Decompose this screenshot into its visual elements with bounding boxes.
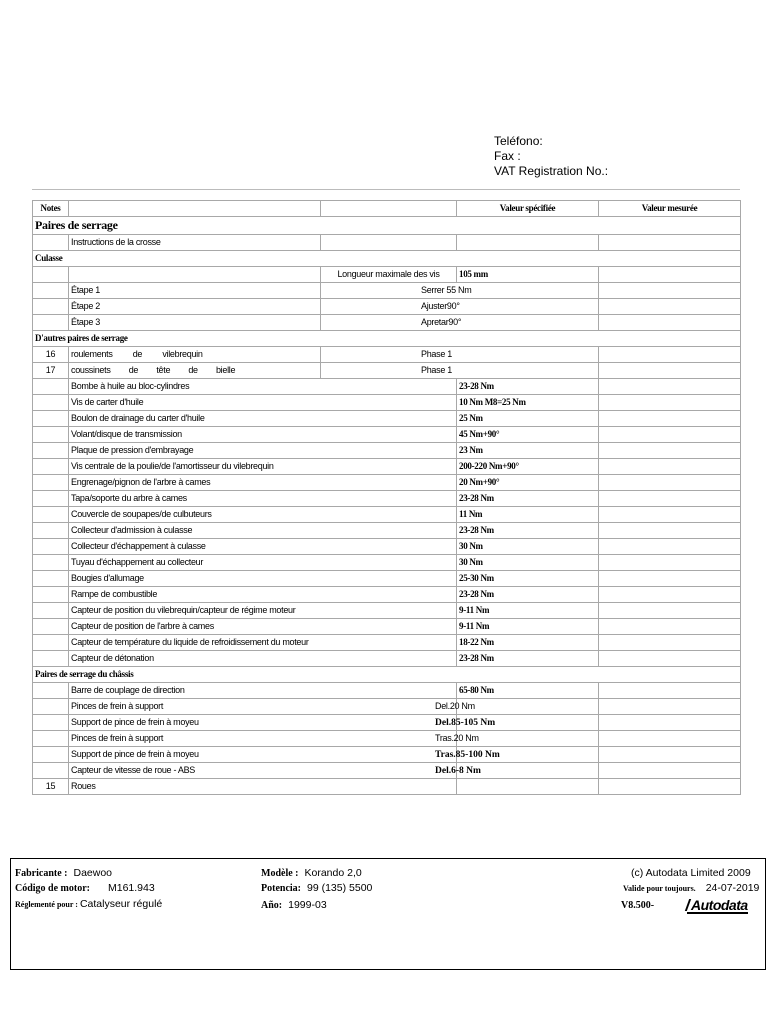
row-value: 45 Nm+90°	[457, 427, 599, 443]
row-label: Bougies d'allumage	[69, 571, 457, 587]
row-value: Apretar90°	[321, 315, 599, 331]
row-label: Vis centrale de la poulie/de l'amortisseur du vilebrequin	[69, 459, 457, 475]
row-label: Capteur de position du vilebrequin/capteur de régime moteur	[69, 603, 457, 619]
row-label: Capteur de position de l'arbre à cames	[69, 619, 457, 635]
row-label: Tapa/soporte du arbre à cames	[69, 491, 457, 507]
table-row	[33, 619, 741, 635]
vat-label: VAT Registration No.:	[494, 164, 609, 178]
maker-value: Daewoo	[73, 867, 113, 879]
row-label: Étape 2	[69, 299, 321, 315]
row-note: 17	[33, 363, 69, 379]
contact-block	[494, 134, 608, 179]
table-row	[33, 571, 741, 587]
row-label: Pinces de frein à support	[69, 699, 457, 715]
table-row	[33, 651, 741, 667]
row-note: 16	[33, 347, 69, 363]
row-value: Ajuster90°	[321, 299, 599, 315]
row-value: 9-11 Nm	[457, 619, 599, 635]
section-chassis: Paires de serrage du châssis	[33, 667, 741, 683]
row-value: 23-28 Nm	[457, 651, 599, 667]
row-prefix: Tras.	[435, 749, 456, 760]
row-value: 23-28 Nm	[457, 523, 599, 539]
row-value: 11 Nm	[457, 507, 599, 523]
table-row	[33, 763, 741, 779]
table-row	[33, 459, 741, 475]
row-value: 10 Nm M8=25 Nm	[457, 395, 599, 411]
table-row	[33, 587, 741, 603]
row-torque: 20 Nm	[453, 733, 479, 743]
table-row	[33, 507, 741, 523]
row-label: Instructions de la crosse	[69, 235, 321, 251]
row-label: roulements de vilebrequin	[69, 347, 321, 363]
row-value: 18-22 Nm	[457, 635, 599, 651]
row-label: Capteur de vitesse de roue - ABS	[69, 763, 457, 779]
row-label: Support de pince de frein à moyeu	[69, 715, 457, 731]
section-row	[33, 217, 741, 235]
table-row	[33, 683, 741, 699]
section-row	[33, 251, 741, 267]
table-header-row	[33, 201, 741, 217]
row-label: Bombe à huile au bloc-cylindres	[69, 379, 457, 395]
fax-label: Fax :	[494, 149, 521, 163]
other-items-group	[33, 379, 741, 603]
table-row	[33, 779, 741, 795]
row-label: Tuyau d'échappement au collecteur	[69, 555, 457, 571]
divider	[32, 189, 740, 190]
row-value: 200-220 Nm+90°	[457, 459, 599, 475]
row-phase: Phase 1	[321, 347, 599, 363]
table-row	[33, 299, 741, 315]
table-row	[33, 523, 741, 539]
phone-label: Teléfono:	[494, 134, 543, 148]
header-col3	[321, 201, 457, 217]
header-specified-value: Valeur spécifiée	[457, 201, 599, 217]
header-col2	[69, 201, 321, 217]
table-row	[33, 747, 741, 763]
table-row	[33, 363, 741, 379]
row-label: Étape 3	[69, 315, 321, 331]
row-prefix: Del.	[435, 717, 452, 728]
power-value: 99 (135) 5500	[307, 882, 373, 894]
row-label: Longueur maximale des vis	[321, 267, 457, 283]
table-row	[33, 731, 741, 747]
row-phase: Phase 1	[321, 363, 599, 379]
row-torque: 85-105 Nm	[451, 717, 496, 728]
row-value: 23 Nm	[457, 443, 599, 459]
table-row	[33, 603, 741, 619]
valid-field: Valide pour toujours. 24-07-2019	[623, 882, 760, 894]
copyright: (c) Autodata Limited 2009	[631, 867, 751, 879]
table-row	[33, 315, 741, 331]
table-row	[33, 715, 741, 731]
row-torque: 85-100 Nm	[455, 749, 500, 760]
row-label: Collecteur d'échappement à culasse	[69, 539, 457, 555]
table-row	[33, 443, 741, 459]
row-value: 20 Nm+90°	[457, 475, 599, 491]
engine-field: Código de motor: M161.943	[15, 882, 155, 894]
table-row	[33, 379, 741, 395]
row-value: 9-11 Nm	[457, 603, 599, 619]
table-row	[33, 491, 741, 507]
row-label: Support de pince de frein à moyeu	[69, 747, 457, 763]
row-label: Plaque de pression d'embrayage	[69, 443, 457, 459]
regulated-value: Catalyseur régulé	[79, 898, 163, 910]
row-value: 23-28 Nm	[457, 587, 599, 603]
row-label: Capteur de détonation	[69, 651, 457, 667]
power-field: Potencia: 99 (135) 5500	[261, 882, 373, 894]
row-prefix: Del.	[435, 701, 450, 711]
table-row	[33, 411, 741, 427]
year-value: 1999-03	[288, 899, 327, 911]
row-label: Capteur de température du liquide de refroidissement du moteur	[69, 635, 457, 651]
row-note: 15	[33, 779, 69, 795]
table-row	[33, 475, 741, 491]
row-label: Boulon de drainage du carter d'huile	[69, 411, 457, 427]
year-field: Año: 1999-03	[261, 899, 327, 911]
row-label: Barre de couplage de direction	[69, 683, 457, 699]
row-torque: 6-8 Nm	[451, 765, 481, 776]
row-value	[435, 747, 599, 763]
section-other: D'autres paires de serrage	[33, 331, 741, 347]
row-value: 30 Nm	[457, 555, 599, 571]
row-prefix: Del.	[435, 765, 452, 776]
chassis-items-group	[33, 699, 741, 779]
row-value: 25 Nm	[457, 411, 599, 427]
row-value	[435, 715, 599, 731]
row-label: Vis de carter d'huile	[69, 395, 457, 411]
autodata-logo: Autodata	[687, 897, 748, 913]
section-culasse: Culasse	[33, 251, 741, 267]
table-row	[33, 635, 741, 651]
section-row	[33, 331, 741, 347]
section-row	[33, 667, 741, 683]
row-torque: 20 Nm	[449, 701, 475, 711]
row-value	[435, 763, 599, 779]
row-label: Collecteur d'admission à culasse	[69, 523, 457, 539]
row-value: 23-28 Nm	[457, 379, 599, 395]
model-field: Modèle : Korando 2,0	[261, 867, 362, 879]
maker-field: Fabricante : Daewoo	[15, 867, 113, 879]
row-value: 30 Nm	[457, 539, 599, 555]
row-value: 105 mm	[457, 267, 599, 283]
row-prefix: Tras.	[435, 733, 454, 743]
row-label: Rampe de combustible	[69, 587, 457, 603]
table-row	[33, 699, 741, 715]
row-value	[435, 699, 599, 715]
row-label: Roues	[69, 779, 457, 795]
table-row	[33, 347, 741, 363]
table-row	[33, 395, 741, 411]
regulated-field: Réglementé pour : Catalyseur régulé	[15, 898, 163, 910]
date-value: 24-07-2019	[705, 882, 760, 894]
row-label: Couvercle de soupapes/de culbuteurs	[69, 507, 457, 523]
row-label: Pinces de frein à support	[69, 731, 457, 747]
table-row	[33, 235, 741, 251]
table-row	[33, 555, 741, 571]
model-value: Korando 2,0	[304, 867, 362, 879]
engine-value: M161.943	[108, 882, 155, 894]
row-label: Volant/disque de transmission	[69, 427, 457, 443]
row-value: 23-28 Nm	[457, 491, 599, 507]
row-value	[435, 731, 599, 747]
header-notes: Notes	[33, 201, 69, 217]
row-value: 65-80 Nm	[457, 683, 599, 699]
footer-box	[10, 858, 766, 970]
version-label: V8.500-	[621, 900, 655, 911]
row-value: Serrer 55 Nm	[321, 283, 599, 299]
torque-table	[32, 200, 741, 795]
row-label: Engrenage/pignon de l'arbre à cames	[69, 475, 457, 491]
section-title: Paires de serrage	[33, 217, 741, 235]
row-label: coussinets de tête de bielle	[69, 363, 321, 379]
header-measured-value: Valeur mesurée	[599, 201, 741, 217]
table-row	[33, 267, 741, 283]
table-row	[33, 283, 741, 299]
row-value: 25-30 Nm	[457, 571, 599, 587]
row-label: Étape 1	[69, 283, 321, 299]
table-row	[33, 539, 741, 555]
table-row	[33, 427, 741, 443]
